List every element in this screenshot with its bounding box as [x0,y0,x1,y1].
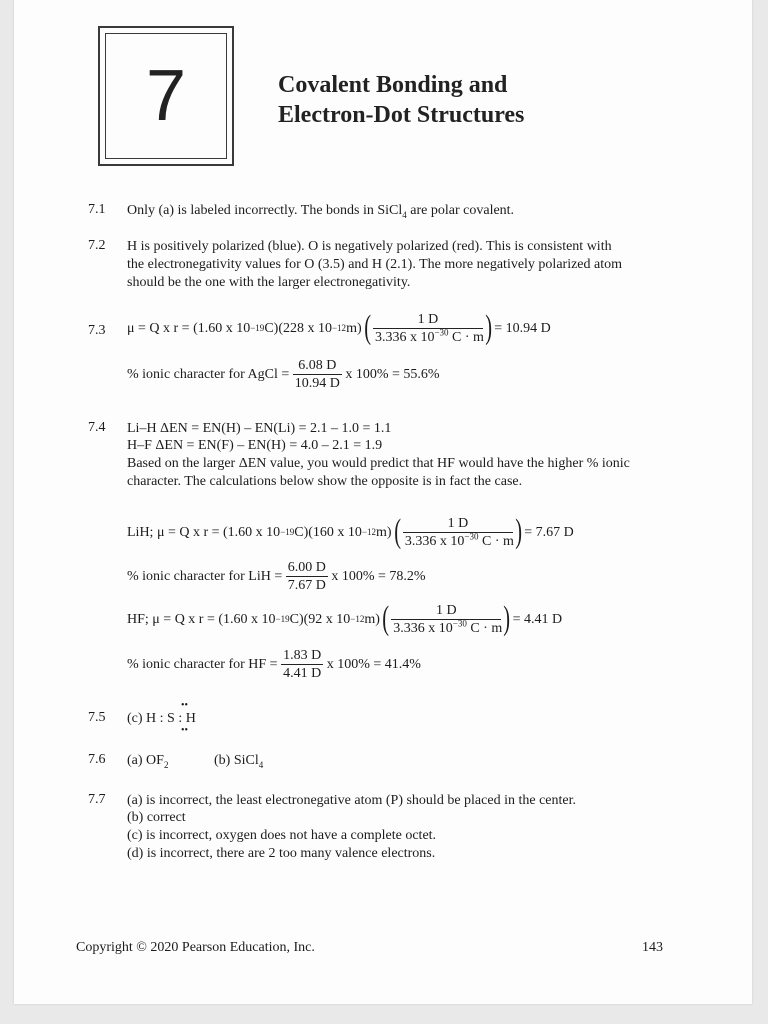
chapter-title-line2: Electron-Dot Structures [278,102,525,128]
answer-7-7d: (d) is incorrect, there are 2 too many valence electrons. [127,846,436,861]
answer-7-7c: (c) is incorrect, oxygen does not have a complete octet. [127,828,437,843]
problem-number-7-5: 7.5 [88,710,106,725]
answer-7-6b: (b) SiCl$_4$ [214,753,264,770]
answer-7-2-line1: H is positively polarized (blue). O is negatively polarized (red). This is consistent with [127,239,612,254]
dipole-equation-hf: HF; μ = Q x r = (1.60 x 10 −19 C)(92 x 10 −12 m) ( $\frac{1 D}{3.336 x 10^{-30} C \cdot m}$ ) = 4.41 D [127,600,563,637]
copyright: Copyright © 2020 Pearson Education, Inc. [76,940,315,955]
answer-7-7a: (a) is incorrect, the least electronegative atom (P) should be placed in the center. [127,793,576,808]
ionic-character-lih: % ionic character for LiH = $\frac{6.00 D}{7.67 D}$ x 100% = 78.2% [127,559,426,593]
problem-number-7-7: 7.7 [88,792,106,807]
answer-7-1: Only (a) is labeled incorrectly. The bonds in SiCl$_4$ are polar covalent. [127,203,515,220]
answer-7-6a: (a) $OF_2$ [127,753,169,770]
answer-7-7b: (b) correct [127,810,186,825]
chapter-number-box [98,26,234,166]
delta-en-hf: H–F ΔEN = EN(F) – EN(H) = 4.0 – 2.1 = 1.9 [127,438,383,453]
answer-7-4-line4: character. The calculations below show the opposite is in fact the case. [127,474,523,489]
ionic-character-agcl: % ionic character for AgCl = $\frac{6.08 D}{10.94 D}$ x 100% = 55.6% [127,357,440,391]
page [14,0,752,1004]
problem-number-7-2: 7.2 [88,238,106,253]
chapter-title [278,70,524,130]
lone-pair-bottom-icon: •• [181,725,189,736]
electron-dot-h2s: (c) H : S : H [127,711,196,726]
problem-number-7-6: 7.6 [88,752,106,767]
chapter-number: 7 [105,33,227,159]
page-number: 143 [642,940,663,955]
answer-7-4-line3: Based on the larger ΔEN value, you would predict that HF would have the higher % ionic [127,456,630,471]
problem-number-7-4: 7.4 [88,420,106,435]
answer-7-2-line3: should be the one with the larger electronegativity. [127,275,411,290]
problem-number-7-1: 7.1 [88,202,106,217]
ionic-character-hf: % ionic character for HF = $\frac{1.83 D}{4.41 D}$ x 100% = 41.4% [127,647,421,681]
lone-pair-top-icon: •• [181,700,189,711]
problem-number-7-3: 7.3 [88,323,106,338]
answer-7-2-line2: the electronegativity values for O (3.5) and H (2.1). The more negatively polarized atom [127,257,623,272]
chapter-title-line1: Covalent Bonding and [278,72,508,98]
dipole-equation-lih: LiH; μ = Q x r = (1.60 x 10 −19 C)(160 x 10 −12 m) ( $\frac{1 D}{3.336 x 10^{-30} C \cdot m}$ ) = 7.67 D [127,513,574,550]
dipole-equation-agcl: μ = Q x r = (1.60 x 10 −19 C)(228 x 10 −12 m) ( $\frac{1 D}{3.336 x 10^{-30} C \cdot m}$ ) = 10.94 D [127,309,551,346]
delta-en-lih: Li–H ΔEN = EN(H) – EN(Li) = 2.1 – 1.0 = 1.1 [127,421,392,436]
